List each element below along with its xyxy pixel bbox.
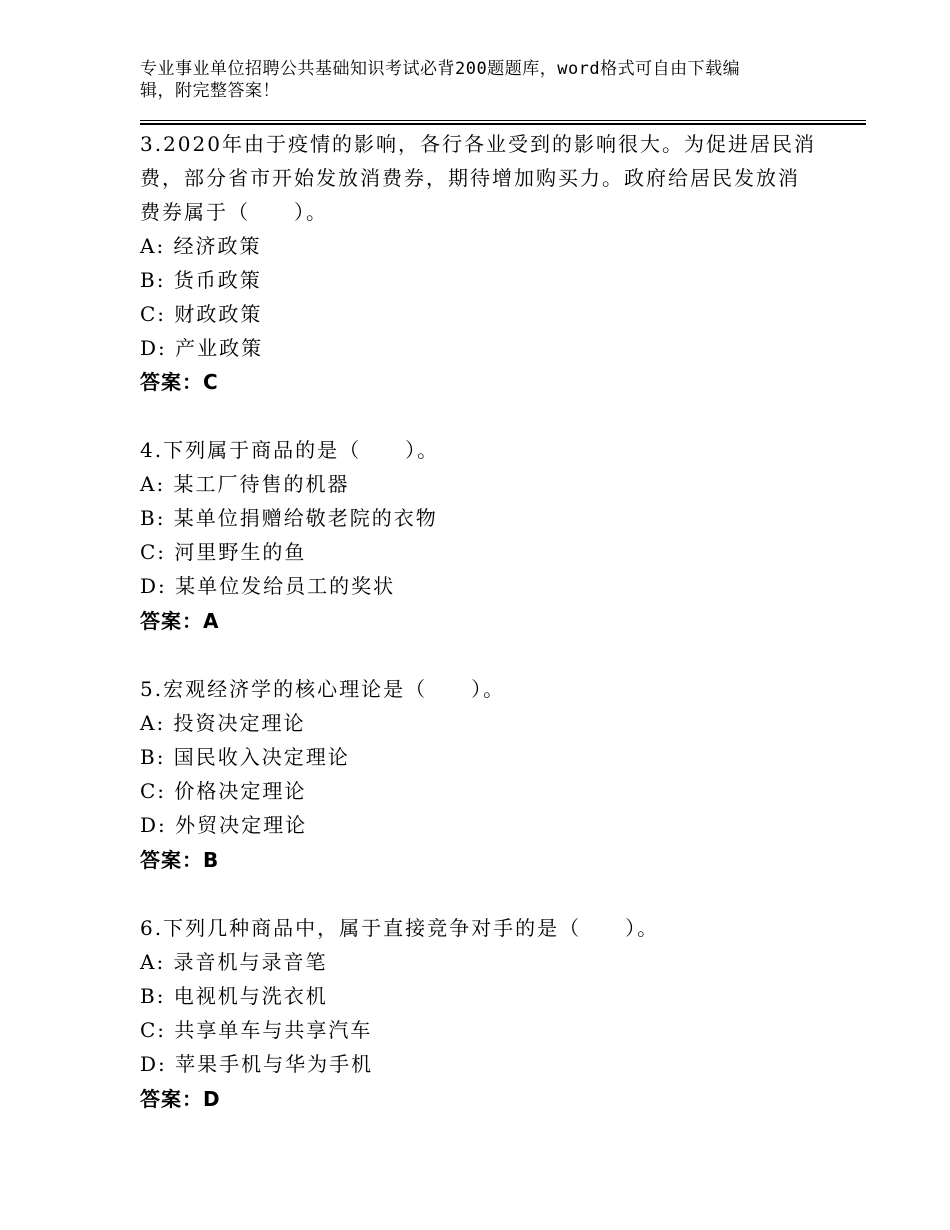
option-d: D: 产业政策	[140, 336, 264, 360]
answer-label: 答案：A	[140, 609, 220, 633]
option-b: B: 国民收入决定理论	[140, 745, 350, 769]
option-a: A: 投资决定理论	[140, 711, 306, 735]
option-d: D: 苹果手机与华为手机	[140, 1052, 374, 1076]
option-b: B: 某单位捐赠给敬老院的衣物	[140, 506, 438, 530]
header-rule-thick	[140, 123, 866, 125]
answer-label: 答案：B	[140, 848, 220, 872]
question-stem-line: 费券属于（ ）。	[140, 200, 328, 224]
option-c: C: 河里野生的鱼	[140, 540, 307, 564]
option-a: A: 经济政策	[140, 234, 262, 258]
document-header	[140, 58, 790, 102]
question-stem-line: 3.2020年由于疫情的影响，各行各业受到的影响很大。为促进居民消	[140, 132, 816, 156]
answer-label: 答案：C	[140, 370, 219, 394]
option-d: D: 某单位发给员工的奖状	[140, 574, 396, 598]
question-stem-line: 费，部分省市开始发放消费券，期待增加购买力。政府给居民发放消	[140, 166, 800, 190]
option-c: C: 共享单车与共享汽车	[140, 1018, 373, 1042]
option-b: B: 电视机与洗衣机	[140, 984, 328, 1008]
option-c: C: 财政政策	[140, 302, 263, 326]
option-a: A: 录音机与录音笔	[140, 950, 328, 974]
question-stem-line: 6.下列几种商品中，属于直接竞争对手的是（ ）。	[140, 916, 660, 940]
header-line-2: 辑，附完整答案！	[140, 81, 280, 101]
header-rule-thin	[140, 120, 866, 121]
option-b: B: 货币政策	[140, 268, 262, 292]
option-d: D: 外贸决定理论	[140, 813, 308, 837]
answer-label: 答案：D	[140, 1087, 221, 1111]
option-c: C: 价格决定理论	[140, 779, 307, 803]
question-stem-line: 4.下列属于商品的是（ ）。	[140, 438, 440, 462]
question-stem-line: 5.宏观经济学的核心理论是（ ）。	[140, 677, 506, 701]
header-line-1: 专业事业单位招聘公共基础知识考试必背200题题库，word格式可自由下载编	[140, 59, 741, 79]
option-a: A: 某工厂待售的机器	[140, 472, 350, 496]
